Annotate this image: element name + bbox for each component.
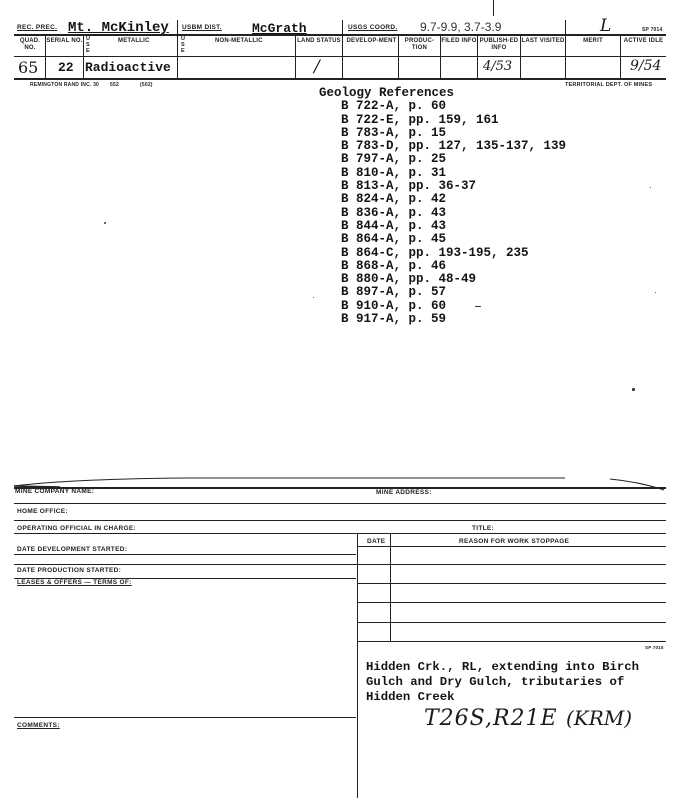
- last-visited-label: LAST VISITED: [521, 38, 565, 44]
- rule-date-header: [14, 533, 666, 534]
- footer-top-rule: [0, 470, 678, 500]
- use-marker: U S E: [181, 36, 186, 54]
- table-date-divider: [390, 533, 391, 641]
- date-development-label: DATE DEVELOPMENT STARTED:: [17, 546, 128, 553]
- references-list: [319, 100, 566, 326]
- table-left-border: [357, 533, 358, 798]
- list-item: B 844-A, p. 43: [341, 218, 447, 233]
- usbm-dist-value: McGrath: [252, 21, 307, 36]
- list-item: B 910-A, p. 60: [341, 298, 447, 313]
- header-rule-3: [14, 78, 666, 80]
- form-number: SP 7014: [642, 27, 663, 33]
- col-div: [177, 20, 178, 78]
- rule-prod: [14, 564, 666, 565]
- dept-label: TERRITORIAL DEPT. OF MINES: [565, 82, 653, 88]
- mine-company-name-label: MINE COMPANY NAME:: [15, 488, 95, 495]
- rule-home: [14, 503, 666, 504]
- list-item: B 880-A, pp. 48-49: [341, 272, 477, 287]
- scan-speck: [475, 306, 481, 307]
- corner-mark: L: [600, 16, 612, 36]
- scan-speck: [655, 292, 656, 293]
- printer-code-2: (502): [140, 82, 153, 88]
- rule-table: [357, 546, 666, 547]
- list-item: B 868-A, p. 46: [341, 258, 447, 273]
- reason-label: REASON FOR WORK STOPPAGE: [459, 538, 570, 545]
- col-div: [565, 20, 566, 34]
- geology-references: [319, 87, 566, 326]
- development-label: DEVELOP-MENT: [346, 38, 397, 44]
- rule-company: [14, 487, 666, 489]
- printer-note: REMINGTON RAND INC. 30: [30, 82, 100, 88]
- rule-table: [357, 641, 666, 642]
- header-rule-2: [14, 56, 666, 57]
- list-item: B 813-A, pp. 36-37: [341, 179, 477, 194]
- list-item: B 797-A, p. 25: [341, 152, 447, 167]
- usgs-coord-label: USGS COORD.: [348, 24, 398, 31]
- scan-speck: [313, 297, 314, 298]
- location-note: Hidden Crk., RL, extending into Birch Gulch and Dry Gulch, tributaries of Hidden Creek: [366, 660, 640, 704]
- land-status-label: LAND STATUS: [297, 38, 341, 44]
- form-number-2: SP 7015: [645, 645, 664, 650]
- serial-no-value: 22: [58, 60, 74, 75]
- operating-official-label: OPERATING OFFICIAL IN CHARGE:: [17, 525, 136, 532]
- rec-prec-value: Mt. McKinley: [68, 20, 169, 36]
- published-info-label: PUBLISH-ED INFO: [479, 38, 519, 51]
- rule-table: [357, 622, 666, 623]
- metallic-value: Radioactive: [85, 60, 171, 75]
- col-div: [342, 20, 343, 78]
- date-production-label: DATE PRODUCTION STARTED:: [17, 567, 122, 574]
- serial-no-label: SERIAL NO.: [46, 38, 83, 44]
- filed-info-label: FILED INFO: [441, 38, 477, 44]
- active-idle-value: 9/54: [630, 58, 662, 74]
- home-office-label: HOME OFFICE:: [17, 508, 68, 515]
- list-item: B 864-A, p. 45: [341, 232, 447, 247]
- top-tick: [493, 0, 494, 16]
- rule-official: [14, 520, 666, 521]
- usbm-dist-label: USBM DIST.: [182, 24, 222, 31]
- scan-speck: [632, 388, 635, 391]
- list-item: B 824-A, p. 42: [341, 192, 447, 207]
- references-title: Geology References: [319, 86, 455, 100]
- rule-table: [357, 602, 666, 603]
- list-item: B 897-A, p. 57: [341, 285, 447, 300]
- metallic-label: METALLIC: [118, 38, 150, 44]
- handwritten-initials: (KRM): [566, 706, 633, 730]
- quad-no-value: 65: [18, 58, 39, 77]
- production-label: PRODUC-TION: [404, 38, 435, 51]
- non-metallic-label: NON-METALLIC: [215, 38, 263, 44]
- list-item: B 783-D, pp. 127, 135-137, 139: [341, 139, 567, 154]
- list-item: B 864-C, pp. 193-195, 235: [341, 245, 529, 260]
- list-item: B 917-A, p. 59: [341, 312, 447, 327]
- date-label: DATE: [367, 538, 386, 545]
- rec-prec-label: REC. PREC.: [17, 24, 58, 31]
- mine-address-label: MINE ADDRESS:: [376, 489, 432, 496]
- active-idle-label: ACTIVE IDLE: [623, 38, 664, 44]
- title-label: TITLE:: [472, 525, 495, 532]
- comments-label: COMMENTS:: [17, 722, 60, 729]
- usgs-coord-value: 9.7-9.9, 3.7-3.9: [420, 20, 502, 34]
- handwritten-township: T26S,R21E: [424, 706, 558, 731]
- list-item: B 722-A, p. 60: [341, 99, 447, 114]
- rule-comments: [14, 717, 356, 718]
- land-status-value: /: [314, 57, 320, 77]
- merit-label: MERIT: [583, 38, 603, 44]
- scan-speck: [104, 222, 106, 224]
- rule-dev: [14, 554, 356, 555]
- leases-label: LEASES & OFFERS — TERMS OF:: [17, 579, 132, 586]
- published-info-value: 4/53: [483, 59, 513, 74]
- use-marker: U S E: [86, 36, 91, 54]
- scan-speck: [650, 187, 651, 188]
- rule-table: [357, 583, 666, 584]
- list-item: B 810-A, p. 31: [341, 165, 447, 180]
- col-div: [83, 34, 84, 78]
- quad-no-label: QUAD. NO.: [19, 38, 41, 51]
- list-item: B 836-A, p. 43: [341, 205, 447, 220]
- list-item: B 722-E, pp. 159, 161: [341, 112, 499, 127]
- printer-code: 552: [110, 82, 119, 88]
- list-item: B 783-A, p. 15: [341, 125, 447, 140]
